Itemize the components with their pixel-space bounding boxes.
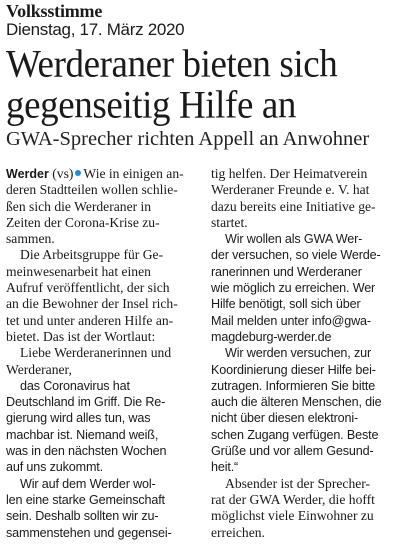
dateline-place: Werder bbox=[6, 167, 49, 181]
text-line: Mail melden unter info@gwa- bbox=[211, 313, 371, 328]
publication-date: Dienstag, 17. März 2020 bbox=[6, 20, 185, 39]
text-line: Liebe Werderanerinnen und bbox=[20, 345, 172, 361]
text-line: rat der GWA Werder, die hofft bbox=[211, 491, 375, 507]
paragraph bbox=[6, 378, 203, 476]
text-line: Absender ist der Sprecher- bbox=[225, 475, 371, 491]
text-line: Werderaner Freunde e. V. hat bbox=[211, 182, 370, 198]
text-line: heit.“ bbox=[211, 460, 239, 475]
text-line: tet und unter anderen Hilfe an- bbox=[6, 312, 174, 328]
lead-paragraph bbox=[6, 166, 203, 247]
headline: Werderaner bieten sich gegenseitig Hilfe an bbox=[6, 42, 338, 127]
text-line: Hilfe benötigt, soll sich über bbox=[211, 297, 361, 312]
text-line: Zeiten der Corona-Krise zu- bbox=[6, 214, 160, 230]
text-line: meinwesenarbeit hat einen bbox=[6, 263, 151, 279]
paragraph bbox=[6, 247, 203, 345]
paragraph bbox=[211, 345, 407, 475]
subheadline: GWA-Sprecher richten Appell an Anwohner bbox=[6, 128, 370, 150]
article-column-right bbox=[211, 166, 407, 541]
salutation bbox=[6, 345, 203, 378]
text-line: der versuchen, so viele Werde- bbox=[211, 248, 381, 263]
text-line: len eine starke Gemeinschaft bbox=[6, 492, 165, 507]
text-line: was in den nächsten Wochen bbox=[6, 444, 167, 459]
closing-paragraph bbox=[211, 476, 407, 541]
text-line: auch die älteren Menschen, die bbox=[211, 395, 382, 410]
text-line: bietet. Das ist der Wortlaut: bbox=[6, 328, 156, 344]
text-line: sammenstehen und gegensei- bbox=[6, 525, 172, 540]
text-line: ranerinnen und Werderaner bbox=[211, 264, 362, 279]
text-line: machbar ist. Niemand weiß, bbox=[6, 427, 159, 442]
dateline-author: (vs) bbox=[52, 166, 74, 181]
text-line: startet. bbox=[211, 214, 248, 230]
text-line: gierung wird alles tun, was bbox=[6, 411, 151, 426]
text-line: Wir wollen als GWA Wer- bbox=[225, 232, 363, 247]
paragraph bbox=[211, 231, 407, 345]
paragraph bbox=[211, 166, 407, 231]
text-line: nicht über diesen elektroni- bbox=[211, 411, 359, 426]
text-line: das Coronavirus hat bbox=[20, 378, 130, 393]
bullet-icon bbox=[75, 170, 81, 176]
text-line: Deutschland im Griff. Die Re- bbox=[6, 395, 166, 410]
text-line: Aufruf veröffentlicht, der sich bbox=[6, 280, 170, 296]
text-line: möglichst viele Einwohner zu bbox=[211, 508, 374, 524]
text-line: tig helfen. Der Heimatverein bbox=[211, 166, 368, 181]
text-line: Wir werden versuchen, zur bbox=[225, 346, 372, 361]
text-line: Werderaner, bbox=[6, 361, 72, 377]
text-line: auf uns zukommt. bbox=[6, 460, 103, 475]
text-line: an die Bewohner der Insel rich- bbox=[6, 296, 178, 312]
text-line: schen Zugang verfügen. Beste bbox=[211, 427, 379, 442]
text-line: ßen sich die Werderaner in bbox=[6, 198, 152, 214]
text-line: Koordinierung dieser Hilfe bei- bbox=[211, 362, 376, 377]
text-line: erreichen. bbox=[211, 524, 265, 540]
text-line: zutragen. Informieren Sie bitte bbox=[211, 378, 376, 393]
text-line: Grüße und vor allem Gesund- bbox=[211, 444, 374, 459]
text-line: Wie in einigen an- bbox=[83, 166, 184, 181]
text-line: Die Arbeitsgruppe für Ge- bbox=[20, 247, 164, 263]
article-column-left bbox=[6, 166, 203, 541]
text-line: Wir auf dem Werder wol- bbox=[20, 476, 156, 491]
text-line: sein. Deshalb sollten wir zu- bbox=[6, 509, 159, 524]
paragraph bbox=[6, 476, 203, 541]
masthead: Volksstimme bbox=[6, 1, 103, 21]
text-line: wie möglich zu erreichen. Wer bbox=[211, 281, 376, 296]
text-line: magdeburg-werder.de bbox=[211, 329, 332, 344]
text-line: dazu bereits eine Initiative ge- bbox=[211, 198, 376, 214]
text-line: sammen. bbox=[6, 231, 55, 247]
text-line: deren Stadtteilen wollen schlie- bbox=[6, 182, 178, 198]
